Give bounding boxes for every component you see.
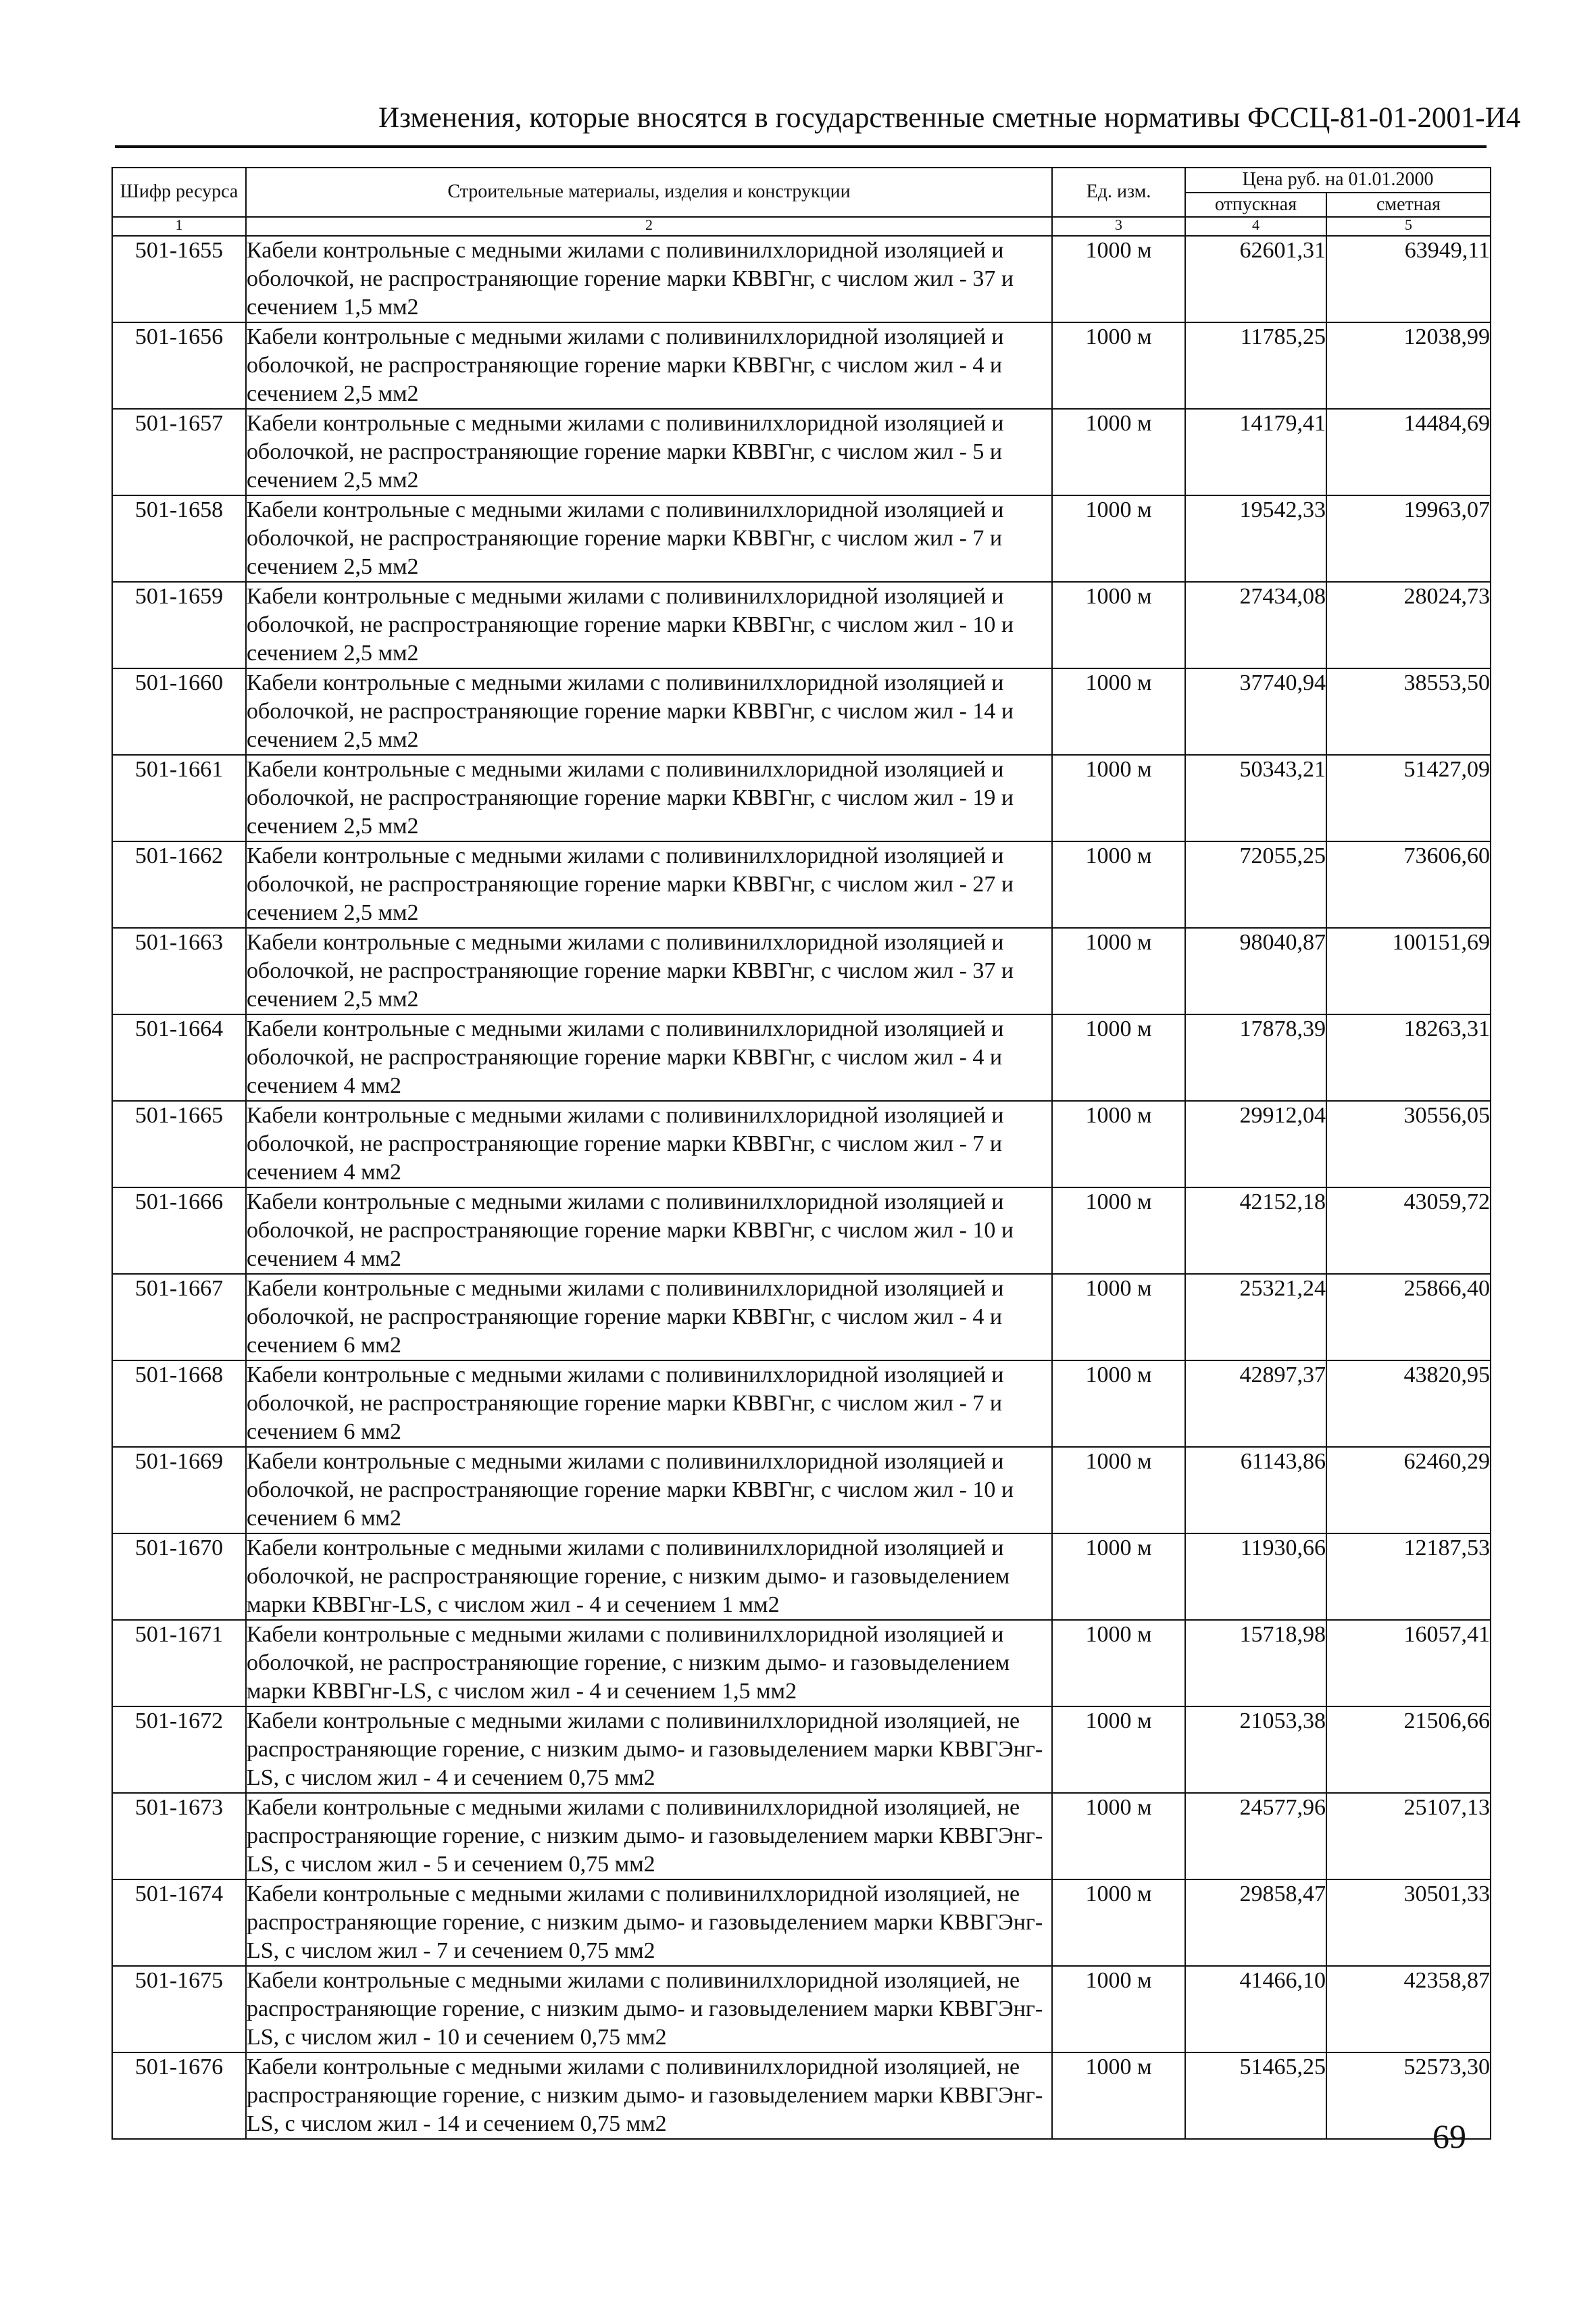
header-price-group: Цена руб. на 01.01.2000 (1185, 168, 1491, 193)
unit-of-measure: 1000 м (1052, 322, 1185, 409)
unit-of-measure: 1000 м (1052, 1014, 1185, 1101)
material-description: Кабели контрольные с медными жилами с поливинилхлоридной изоляцией и оболочкой, не распространяющие горение марки КВВГнг, с числом жил - 7 и сечением 4 мм2 (246, 1101, 1052, 1187)
release-price: 62601,31 (1185, 236, 1326, 322)
column-number: 1 (112, 217, 246, 236)
estimate-price: 63949,11 (1326, 236, 1491, 322)
table-row (112, 928, 1491, 1014)
material-description: Кабели контрольные с медными жилами с поливинилхлоридной изоляцией, не распространяющие горение, с низким дымо- и газовыделением марки КВВГЭнг-LS, с числом жил - 14 и сечением 0,75 мм2 (246, 2052, 1052, 2139)
estimate-price: 73606,60 (1326, 841, 1491, 928)
resource-code: 501-1670 (112, 1533, 246, 1620)
table-row (112, 755, 1491, 841)
estimate-price: 43820,95 (1326, 1360, 1491, 1447)
table-row (112, 495, 1491, 582)
table-row (112, 1014, 1491, 1101)
estimate-price: 14484,69 (1326, 409, 1491, 495)
material-description: Кабели контрольные с медными жилами с поливинилхлоридной изоляцией и оболочкой, не распространяющие горение марки КВВГнг, с числом жил - 4 и сечением 6 мм2 (246, 1274, 1052, 1360)
resource-code: 501-1669 (112, 1447, 246, 1533)
resource-code: 501-1664 (112, 1014, 246, 1101)
estimate-price: 38553,50 (1326, 668, 1491, 755)
price-table (111, 167, 1491, 2140)
table-row (112, 1620, 1491, 1706)
release-price: 98040,87 (1185, 928, 1326, 1014)
material-description: Кабели контрольные с медными жилами с поливинилхлоридной изоляцией и оболочкой, не распространяющие горение марки КВВГнг, с числом жил - 5 и сечением 2,5 мм2 (246, 409, 1052, 495)
header-code: Шифр ресурса (112, 168, 246, 217)
column-number: 4 (1185, 217, 1326, 236)
table-row (112, 409, 1491, 495)
resource-code: 501-1676 (112, 2052, 246, 2139)
unit-of-measure: 1000 м (1052, 1966, 1185, 2052)
table-row (112, 1706, 1491, 1793)
estimate-price: 25107,13 (1326, 1793, 1491, 1879)
resource-code: 501-1662 (112, 841, 246, 928)
material-description: Кабели контрольные с медными жилами с поливинилхлоридной изоляцией и оболочкой, не распространяющие горение марки КВВГнг, с числом жил - 14 и сечением 2,5 мм2 (246, 668, 1052, 755)
table-row (112, 1187, 1491, 1274)
table-row (112, 841, 1491, 928)
estimate-price: 12187,53 (1326, 1533, 1491, 1620)
material-description: Кабели контрольные с медными жилами с поливинилхлоридной изоляцией и оболочкой, не распространяющие горение марки КВВГнг, с числом жил - 4 и сечением 4 мм2 (246, 1014, 1052, 1101)
table-row (112, 1966, 1491, 2052)
resource-code: 501-1663 (112, 928, 246, 1014)
resource-code: 501-1656 (112, 322, 246, 409)
column-number-row (112, 217, 1491, 236)
resource-code: 501-1675 (112, 1966, 246, 2052)
release-price: 51465,25 (1185, 2052, 1326, 2139)
column-number: 5 (1326, 217, 1491, 236)
table-row (112, 1447, 1491, 1533)
unit-of-measure: 1000 м (1052, 495, 1185, 582)
release-price: 11930,66 (1185, 1533, 1326, 1620)
table-row (112, 1533, 1491, 1620)
resource-code: 501-1671 (112, 1620, 246, 1706)
estimate-price: 52573,30 (1326, 2052, 1491, 2139)
estimate-price: 12038,99 (1326, 322, 1491, 409)
estimate-price: 21506,66 (1326, 1706, 1491, 1793)
resource-code: 501-1659 (112, 582, 246, 668)
unit-of-measure: 1000 м (1052, 755, 1185, 841)
material-description: Кабели контрольные с медными жилами с поливинилхлоридной изоляцией и оболочкой, не распространяющие горение марки КВВГнг, с числом жил - 7 и сечением 2,5 мм2 (246, 495, 1052, 582)
header-unit: Ед. изм. (1052, 168, 1185, 217)
material-description: Кабели контрольные с медными жилами с поливинилхлоридной изоляцией и оболочкой, не распространяющие горение марки КВВГнг, с числом жил - 10 и сечением 4 мм2 (246, 1187, 1052, 1274)
estimate-price: 18263,31 (1326, 1014, 1491, 1101)
resource-code: 501-1658 (112, 495, 246, 582)
estimate-price: 28024,73 (1326, 582, 1491, 668)
material-description: Кабели контрольные с медными жилами с поливинилхлоридной изоляцией и оболочкой, не распространяющие горение марки КВВГнг, с числом жил - 10 и сечением 6 мм2 (246, 1447, 1052, 1533)
release-price: 11785,25 (1185, 322, 1326, 409)
resource-code: 501-1657 (112, 409, 246, 495)
estimate-price: 100151,69 (1326, 928, 1491, 1014)
unit-of-measure: 1000 м (1052, 1793, 1185, 1879)
unit-of-measure: 1000 м (1052, 668, 1185, 755)
release-price: 41466,10 (1185, 1966, 1326, 2052)
resource-code: 501-1660 (112, 668, 246, 755)
table-row (112, 582, 1491, 668)
material-description: Кабели контрольные с медными жилами с поливинилхлоридной изоляцией и оболочкой, не распространяющие горение марки КВВГнг, с числом жил - 37 и сечением 1,5 мм2 (246, 236, 1052, 322)
unit-of-measure: 1000 м (1052, 1533, 1185, 1620)
resource-code: 501-1665 (112, 1101, 246, 1187)
header-name: Строительные материалы, изделия и конструкции (246, 168, 1052, 217)
material-description: Кабели контрольные с медными жилами с поливинилхлоридной изоляцией и оболочкой, не распространяющие горение марки КВВГнг, с числом жил - 4 и сечением 2,5 мм2 (246, 322, 1052, 409)
estimate-price: 42358,87 (1326, 1966, 1491, 2052)
release-price: 14179,41 (1185, 409, 1326, 495)
resource-code: 501-1668 (112, 1360, 246, 1447)
release-price: 15718,98 (1185, 1620, 1326, 1706)
unit-of-measure: 1000 м (1052, 1274, 1185, 1360)
material-description: Кабели контрольные с медными жилами с поливинилхлоридной изоляцией и оболочкой, не распространяющие горение марки КВВГнг, с числом жил - 19 и сечением 2,5 мм2 (246, 755, 1052, 841)
header-estimate-price: сметная (1326, 193, 1491, 217)
release-price: 17878,39 (1185, 1014, 1326, 1101)
page-header-title: Изменения, которые вносятся в государственные сметные нормативы ФССЦ-81-01-2001-И4 (378, 102, 1521, 134)
material-description: Кабели контрольные с медными жилами с поливинилхлоридной изоляцией, не распространяющие горение, с низким дымо- и газовыделением марки КВВГЭнг-LS, с числом жил - 10 и сечением 0,75 мм2 (246, 1966, 1052, 2052)
unit-of-measure: 1000 м (1052, 1706, 1185, 1793)
material-description: Кабели контрольные с медными жилами с поливинилхлоридной изоляцией и оболочкой, не распространяющие горение марки КВВГнг, с числом жил - 7 и сечением 6 мм2 (246, 1360, 1052, 1447)
table-row (112, 1101, 1491, 1187)
estimate-price: 16057,41 (1326, 1620, 1491, 1706)
estimate-price: 51427,09 (1326, 755, 1491, 841)
resource-code: 501-1661 (112, 755, 246, 841)
unit-of-measure: 1000 м (1052, 1620, 1185, 1706)
release-price: 25321,24 (1185, 1274, 1326, 1360)
table-row (112, 668, 1491, 755)
material-description: Кабели контрольные с медными жилами с поливинилхлоридной изоляцией, не распространяющие горение, с низким дымо- и газовыделением марки КВВГЭнг-LS, с числом жил - 7 и сечением 0,75 мм2 (246, 1879, 1052, 1966)
resource-code: 501-1666 (112, 1187, 246, 1274)
resource-code: 501-1667 (112, 1274, 246, 1360)
unit-of-measure: 1000 м (1052, 928, 1185, 1014)
release-price: 21053,38 (1185, 1706, 1326, 1793)
column-number: 3 (1052, 217, 1185, 236)
release-price: 27434,08 (1185, 582, 1326, 668)
resource-code: 501-1674 (112, 1879, 246, 1966)
unit-of-measure: 1000 м (1052, 1101, 1185, 1187)
unit-of-measure: 1000 м (1052, 1187, 1185, 1274)
estimate-price: 30556,05 (1326, 1101, 1491, 1187)
estimate-price: 43059,72 (1326, 1187, 1491, 1274)
unit-of-measure: 1000 м (1052, 1879, 1185, 1966)
material-description: Кабели контрольные с медными жилами с поливинилхлоридной изоляцией и оболочкой, не распространяющие горение марки КВВГнг, с числом жил - 37 и сечением 2,5 мм2 (246, 928, 1052, 1014)
material-description: Кабели контрольные с медными жилами с поливинилхлоридной изоляцией, не распространяющие горение, с низким дымо- и газовыделением марки КВВГЭнг-LS, с числом жил - 5 и сечением 0,75 мм2 (246, 1793, 1052, 1879)
unit-of-measure: 1000 м (1052, 582, 1185, 668)
resource-code: 501-1655 (112, 236, 246, 322)
release-price: 72055,25 (1185, 841, 1326, 928)
estimate-price: 30501,33 (1326, 1879, 1491, 1966)
unit-of-measure: 1000 м (1052, 236, 1185, 322)
unit-of-measure: 1000 м (1052, 1360, 1185, 1447)
material-description: Кабели контрольные с медными жилами с поливинилхлоридной изоляцией и оболочкой, не распространяющие горение, с низким дымо- и газовыделением марки КВВГнг-LS, с числом жил - 4 и сечением 1 мм2 (246, 1533, 1052, 1620)
estimate-price: 62460,29 (1326, 1447, 1491, 1533)
table-row (112, 236, 1491, 322)
release-price: 19542,33 (1185, 495, 1326, 582)
header-divider (115, 145, 1487, 148)
table-row (112, 1274, 1491, 1360)
table-row (112, 2052, 1491, 2139)
estimate-price: 25866,40 (1326, 1274, 1491, 1360)
material-description: Кабели контрольные с медными жилами с поливинилхлоридной изоляцией и оболочкой, не распространяющие горение марки КВВГнг, с числом жил - 27 и сечением 2,5 мм2 (246, 841, 1052, 928)
table-body (112, 236, 1491, 2139)
table-row (112, 1360, 1491, 1447)
material-description: Кабели контрольные с медными жилами с поливинилхлоридной изоляцией и оболочкой, не распространяющие горение, с низким дымо- и газовыделением марки КВВГнг-LS, с числом жил - 4 и сечением 1,5 мм2 (246, 1620, 1052, 1706)
release-price: 61143,86 (1185, 1447, 1326, 1533)
unit-of-measure: 1000 м (1052, 2052, 1185, 2139)
unit-of-measure: 1000 м (1052, 841, 1185, 928)
material-description: Кабели контрольные с медными жилами с поливинилхлоридной изоляцией и оболочкой, не распространяющие горение марки КВВГнг, с числом жил - 10 и сечением 2,5 мм2 (246, 582, 1052, 668)
material-description: Кабели контрольные с медными жилами с поливинилхлоридной изоляцией, не распространяющие горение, с низким дымо- и газовыделением марки КВВГЭнг-LS, с числом жил - 4 и сечением 0,75 мм2 (246, 1706, 1052, 1793)
resource-code: 501-1673 (112, 1793, 246, 1879)
unit-of-measure: 1000 м (1052, 1447, 1185, 1533)
release-price: 37740,94 (1185, 668, 1326, 755)
resource-code: 501-1672 (112, 1706, 246, 1793)
table-row (112, 322, 1491, 409)
table-row (112, 1879, 1491, 1966)
release-price: 50343,21 (1185, 755, 1326, 841)
estimate-price: 19963,07 (1326, 495, 1491, 582)
page-number: 69 (1432, 2117, 1466, 2155)
release-price: 42897,37 (1185, 1360, 1326, 1447)
release-price: 29912,04 (1185, 1101, 1326, 1187)
header-release-price: отпускная (1185, 193, 1326, 217)
column-number: 2 (246, 217, 1052, 236)
release-price: 24577,96 (1185, 1793, 1326, 1879)
unit-of-measure: 1000 м (1052, 409, 1185, 495)
release-price: 29858,47 (1185, 1879, 1326, 1966)
release-price: 42152,18 (1185, 1187, 1326, 1274)
table-row (112, 1793, 1491, 1879)
